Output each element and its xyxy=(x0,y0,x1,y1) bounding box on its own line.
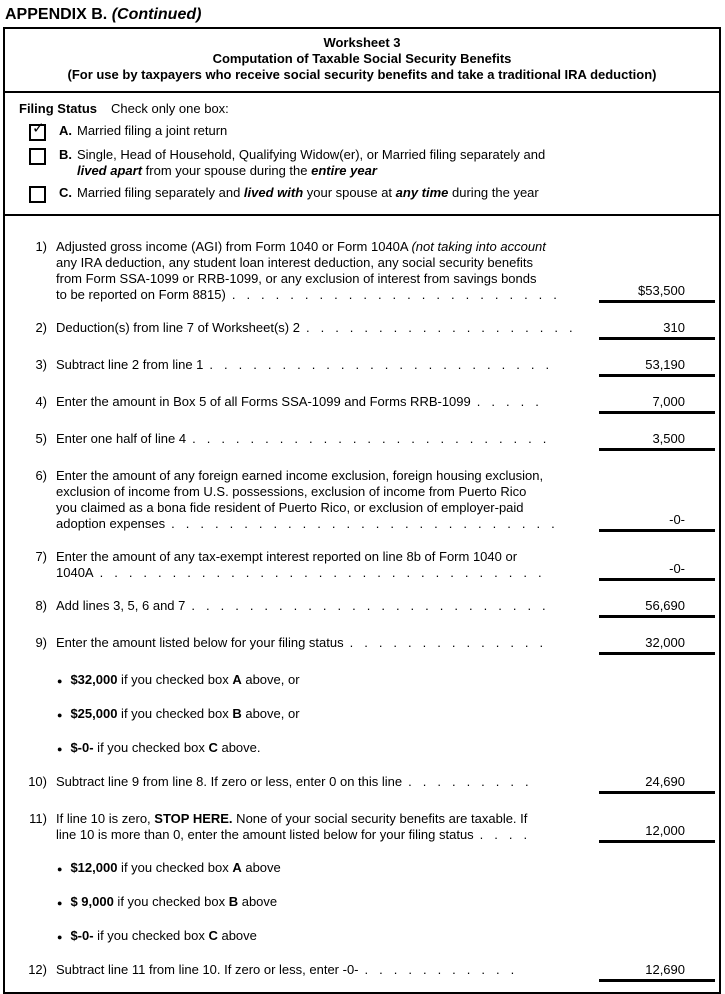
line-number: 4) xyxy=(35,394,47,409)
line-11-amount[interactable]: 12,000 xyxy=(599,823,715,843)
dot-leader: .... xyxy=(479,827,539,842)
bullet-text: $32,000 if you checked box A above, or xyxy=(70,672,300,687)
line-text: Adjusted gross income (AGI) from Form 1040 or Form 1040A (not taking into account any IRA deduction, any student loan interest deduction, any social security benefits from Form SSA-1099 or RRB-1099, or any exclusion of interest from savings bonds to be reported on Form 8815) ....................... xyxy=(56,239,568,302)
worksheet-line-7 xyxy=(21,549,715,581)
worksheet-line-6 xyxy=(21,468,715,532)
filing-option-text: Single, Head of Household, Qualifying Widow(er), or Married filing separately and lived apart from your spouse during the entire year xyxy=(77,147,546,178)
filing-option-letter: A. xyxy=(59,123,72,138)
worksheet-line-1 xyxy=(21,239,715,303)
line-text: Add lines 3, 5, 6 and 7 ......................... xyxy=(56,598,557,613)
worksheet-line-12 xyxy=(21,962,715,982)
worksheet-lines xyxy=(21,239,715,982)
line-9-amount[interactable]: 32,000 xyxy=(599,635,715,655)
bullet-text: $-0- if you checked box C above. xyxy=(70,740,261,755)
line-number: 8) xyxy=(35,598,47,613)
worksheet-bullet xyxy=(57,672,715,689)
line-number: 12) xyxy=(28,962,47,977)
line-text: Enter the amount listed below for your filing status .............. xyxy=(56,635,555,650)
line-5-amount[interactable]: 3,500 xyxy=(599,431,715,451)
line-text: Subtract line 2 from line 1 ........................ xyxy=(56,357,561,372)
worksheet-line-4 xyxy=(21,394,715,414)
dot-leader: ....................... xyxy=(231,287,568,302)
filing-option-text: Married filing a joint return xyxy=(77,123,228,138)
line-4-amount[interactable]: 7,000 xyxy=(599,394,715,414)
worksheet-line-10 xyxy=(21,774,715,794)
filing-option-text: Married filing separately and lived with your spouse at any time during the year xyxy=(77,185,539,200)
line-text: Enter the amount of any foreign earned income exclusion, foreign housing exclusion, exclusion of income from U.S. possessions, exclusion of income from Puerto Rico you claimed as a bona fide resident of Puerto Rico, or exclusion of employer-paid adoption expenses ........................... xyxy=(56,468,566,531)
line-number: 7) xyxy=(35,549,47,564)
line-number: 6) xyxy=(35,468,47,483)
filing-status-option xyxy=(19,120,709,141)
line-number: 1) xyxy=(35,239,47,254)
worksheet-line-9 xyxy=(21,635,715,655)
appendix-title: APPENDIX B. (Continued) xyxy=(5,6,202,23)
filing-status-options xyxy=(19,120,709,203)
worksheet-bullet xyxy=(57,706,715,723)
line-10-amount[interactable]: 24,690 xyxy=(599,774,715,794)
dot-leader: ........................ xyxy=(209,357,561,372)
bullet-icon: ● xyxy=(57,710,63,720)
worksheet-bullet xyxy=(57,740,715,757)
line-text: Enter the amount of any tax-exempt interest reported on line 8b of Form 1040 or 1040A ............................... xyxy=(56,549,553,580)
worksheet-line-5 xyxy=(21,431,715,451)
bullet-text: $12,000 if you checked box A above xyxy=(70,860,281,875)
bullet-text: $25,000 if you checked box B above, or xyxy=(70,706,300,721)
dot-leader: ......... xyxy=(408,774,540,789)
filing-checkbox-b[interactable] xyxy=(29,148,46,165)
checkmark-icon: ✓ xyxy=(32,120,45,137)
filing-status-instruction: Check only one box: xyxy=(111,101,229,116)
worksheet-line-11 xyxy=(21,811,715,843)
dot-leader: ......................... xyxy=(192,431,558,446)
bullet-text: $-0- if you checked box C above xyxy=(70,928,257,943)
line-text: Deduction(s) from line 7 of Worksheet(s) 2 ................... xyxy=(56,320,584,335)
line-6-amount[interactable]: -0- xyxy=(599,512,715,532)
filing-status-heading xyxy=(19,101,709,117)
worksheet-lines-box xyxy=(3,214,721,994)
filing-status-option xyxy=(19,185,709,203)
line-7-amount[interactable]: -0- xyxy=(599,561,715,581)
line-text: Subtract line 11 from line 10. If zero or less, enter -0- ........... xyxy=(56,962,526,977)
worksheet-header-box xyxy=(3,27,721,93)
bullet-icon: ● xyxy=(57,864,63,874)
line-text: If line 10 is zero, STOP HERE. None of your social security benefits are taxable. If line 10 is more than 0, enter the amount listed below for your filing status .... xyxy=(56,811,539,842)
line-number: 2) xyxy=(35,320,47,335)
dot-leader: ........................... xyxy=(171,516,566,531)
dot-leader: ............................... xyxy=(99,565,553,580)
line-12-amount[interactable]: 12,690 xyxy=(599,962,715,982)
worksheet-bullet xyxy=(57,928,715,945)
line-8-amount[interactable]: 56,690 xyxy=(599,598,715,618)
bullet-icon: ● xyxy=(57,744,63,754)
dot-leader: ......................... xyxy=(191,598,557,613)
line-3-amount[interactable]: 53,190 xyxy=(599,357,715,377)
line-1-amount[interactable]: $53,500 xyxy=(599,283,715,303)
filing-checkbox-a[interactable] xyxy=(29,120,46,141)
dot-leader: ........... xyxy=(364,962,526,977)
line-text: Enter the amount in Box 5 of all Forms SSA-1099 and Forms RRB-1099 ..... xyxy=(56,394,550,409)
filing-status-option xyxy=(19,147,709,179)
line-text: Enter one half of line 4 ......................... xyxy=(56,431,558,446)
worksheet-line-2 xyxy=(21,320,715,340)
filing-checkbox-c[interactable] xyxy=(29,186,46,203)
worksheet-title: Computation of Taxable Social Security Benefits xyxy=(212,51,512,66)
worksheet-number-title: Worksheet 3 xyxy=(323,35,401,50)
line-number: 5) xyxy=(35,431,47,446)
dot-leader: ................... xyxy=(305,320,584,335)
dot-leader: .............. xyxy=(349,635,555,650)
bullet-icon: ● xyxy=(57,932,63,942)
worksheet-line-8 xyxy=(21,598,715,618)
line-number: 3) xyxy=(35,357,47,372)
filing-option-letter: C. xyxy=(59,185,72,200)
dot-leader: ..... xyxy=(476,394,550,409)
worksheet-bullet xyxy=(57,860,715,877)
bullet-icon: ● xyxy=(57,898,63,908)
bullet-icon: ● xyxy=(57,676,63,686)
worksheet-subtitle: (For use by taxpayers who receive social security benefits and take a traditional IRA deduction) xyxy=(67,67,657,82)
bullet-text: $ 9,000 if you checked box B above xyxy=(70,894,278,909)
worksheet-line-3 xyxy=(21,357,715,377)
line-number: 9) xyxy=(35,635,47,650)
line-text: Subtract line 9 from line 8. If zero or less, enter 0 on this line ......... xyxy=(56,774,540,789)
line-number: 11) xyxy=(29,811,47,826)
filing-status-box xyxy=(3,91,721,216)
line-number: 10) xyxy=(28,774,47,789)
line-2-amount[interactable]: 310 xyxy=(599,320,715,340)
filing-option-letter: B. xyxy=(59,147,72,162)
worksheet-bullet xyxy=(57,894,715,911)
filing-status-label: Filing Status xyxy=(19,101,97,116)
